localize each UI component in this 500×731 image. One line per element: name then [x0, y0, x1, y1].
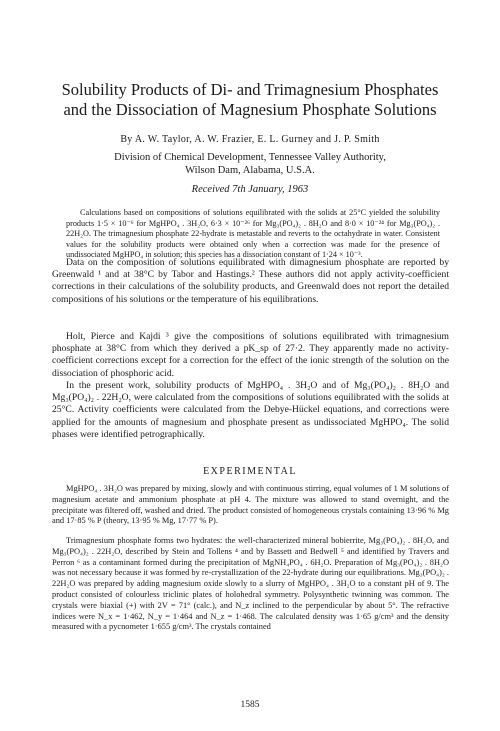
affiliation-line-2: Wilson Dam, Alabama, U.S.A.	[185, 165, 315, 176]
title-line-1: Solubility Products of Di- and Trimagnesium Phosphates	[61, 80, 439, 99]
received-date: Received 7th January, 1963	[191, 184, 309, 195]
experimental-paragraph-1: MgHPO₄ . 3H₂O was prepared by mixing, slowly and with continuous stirring, equal volumes of 1 M solutions of magnesium acetate and ammonium phosphate at pH 4. The mixture was allowed to stand overnight, and the precipitate was filtered off, washed and dried. The product consisted of homogeneous crystals containing 13·96 % Mg and 17·85 % P (theory, 13·95 % Mg, 17·77 % P).	[52, 484, 449, 526]
affiliation-line-1: Division of Chemical Development, Tennessee Valley Authority,	[114, 152, 386, 163]
experimental-paragraph-2: Trimagnesium phosphate forms two hydrates: the well-characterized mineral bobierrite, Mg₃(PO₄)₂ . 8H₂O, and Mg₃(PO₄)₂ . 22H₂O, described by Stein and Tollens ⁴ and by Bassett and Bedwell ⁵ and identified by Travers and Perron ⁶ as a contaminant formed during the precipitation of MgNH₄PO₄ . 6H₂O. Preparation of Mg₃(PO₄)₂ . 8H₂O was not necessary because it was formed by re-crystallization of the 22-hydrate during our equilibrations. Mg₃(PO₄)₂ . 22H₂O was prepared by adding magnesium oxide slowly to a slurry of MgHPO₄ . 3H₂O to a constant pH of 9. The product consisted of colourless triclinic plates of holohedral symmetry. Polysynthetic twinning was common. The crystals were biaxial (+) with 2V = 71° (calc.), and N_z inclined to the perpendicular by about 5°. The refractive indices were N_x = 1·462, N_y = 1·464 and N_z = 1·468. The calculated density was 1·65 g/cm³ and the density measured with a pycnometer 1·655 g/cm³. The crystals contained	[52, 536, 449, 632]
abstract: Calculations based on compositions of solutions equilibrated with the solids at 25°C yielded the solubility products 1·5 × 10⁻⁶ for MgHPO₄ . 3H₂O, 6·3 × 10⁻²⁶ for Mg₃(PO₄)₂ . 8H₂O and 8·0 × 10⁻²⁴ for Mg₃(PO₄)₂ . 22H₂O. The trimagnesium phosphate 22-hydrate is metastable and reverts to the octahydrate in water. Consistent values for the solubility products were obtained only when a correction was made for the presence of undissociated MgHPO₄ in solution; this species has a dissociation constant of 1·24 × 10⁻³.	[66, 208, 440, 259]
page-number: 1585	[240, 700, 260, 710]
intro-paragraph-3: In the present work, solubility products of MgHPO₄ . 3H₂O and of Mg₃(PO₄)₂ . 8H₂O and Mg₃(PO₄)₂ . 22H₂O, were calculated from the compositions of solutions equilibrated with the solids at 25°C. Activity coefficients were calculated from the Debye-Hückel equations, and corrections were applied for the amounts of magnesium and phosphate present as undissociated MgHPO₄. The solid phases were identified petrographically.	[52, 380, 449, 440]
title-line-2: and the Dissociation of Magnesium Phosphate Solutions	[63, 100, 437, 119]
intro-paragraph-2: Holt, Pierce and Kajdi ³ give the compositions of solutions equilibrated with trimagnesium phosphate at 38°C from which they derived a pK_sp of 27·2. They apparently made no activity-coefficient corrections except for a correction for the effect of the ionic strength of the solution on the dissociation of phosphoric acid.	[52, 331, 449, 379]
section-heading-experimental: EXPERIMENTAL	[203, 466, 297, 477]
article-title	[60, 80, 440, 120]
affiliation	[60, 151, 440, 177]
intro-paragraph-1: Data on the composition of solutions equilibrated with dimagnesium phosphate are reported by Greenwald ¹ and at 38°C by Tabor and Hastings.² These authors did not apply activity-coefficient corrections in their calculations of the solubility products, and Greenwald does not report the detailed compositions of his solutions or the temperature of his equilibrations.	[52, 257, 449, 305]
author-list: By A. W. Taylor, A. W. Frazier, E. L. Gurney and J. P. Smith	[120, 134, 380, 145]
